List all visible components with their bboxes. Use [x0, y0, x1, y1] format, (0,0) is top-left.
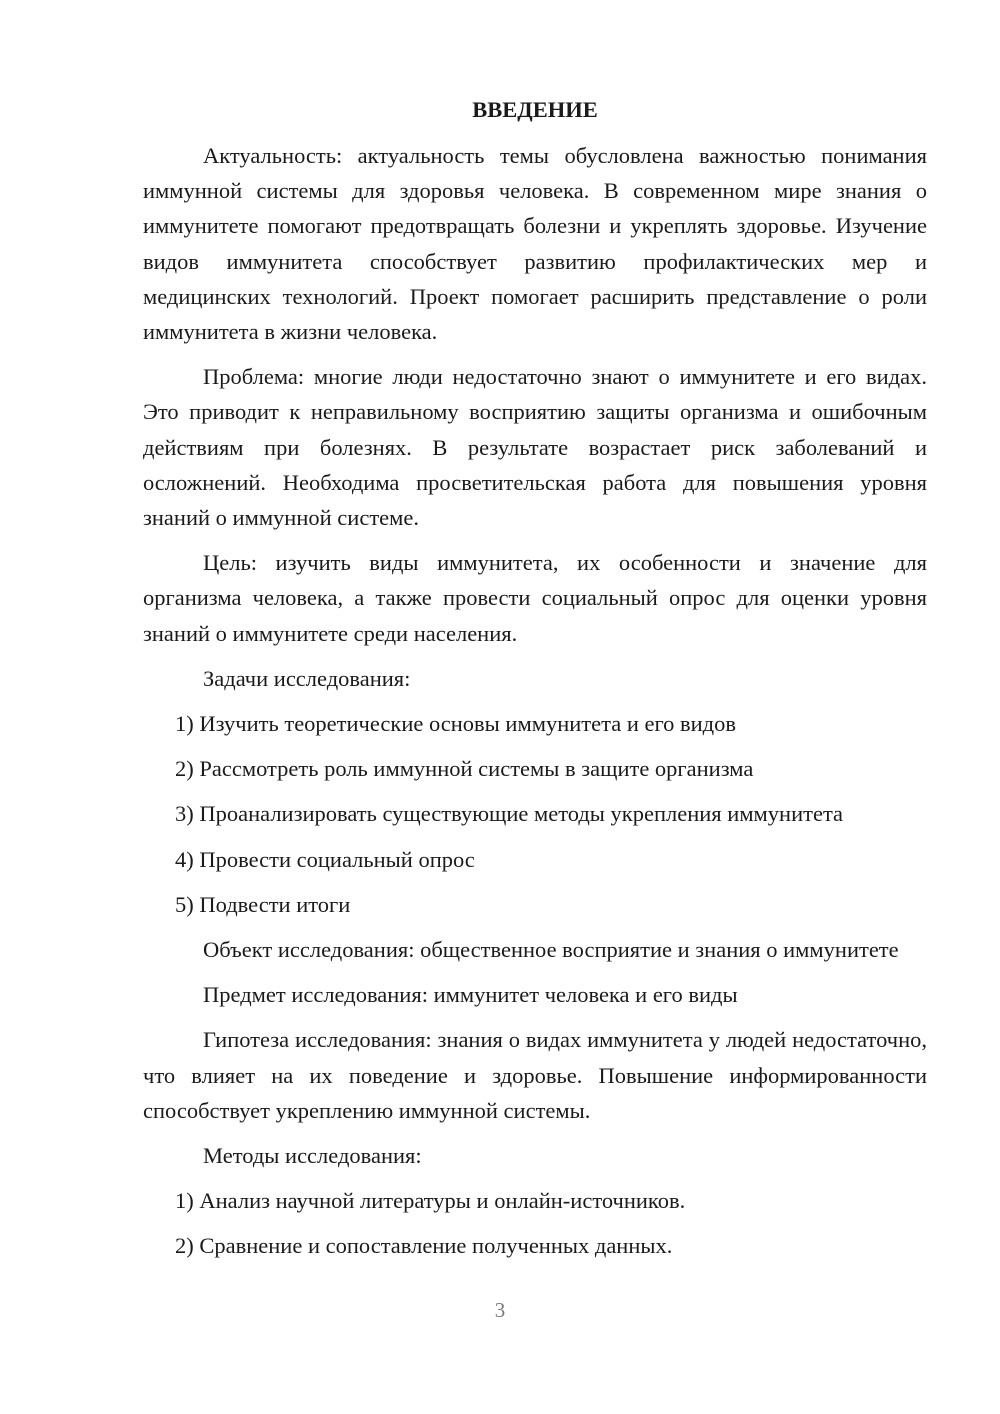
task-item: 3) Проанализировать существующие методы укрепления иммунитета [175, 801, 844, 827]
task-item: 2) Рассмотреть роль иммунной системы в защите организма [175, 756, 754, 782]
tasks-heading: Задачи исследования: [203, 665, 411, 691]
hypothesis-paragraph: Гипотеза исследования: знания о видах иммунитета у людей недостаточно, что влияет на их поведение и здоровье. Повышение информированности способствует укреплению иммунной системы. [143, 1027, 927, 1123]
relevance-paragraph: Актуальность: актуальность темы обусловлена важностью понимания иммунной системы для здоровья человека. В современном мире знания о иммунитете помогают предотвращать болезни и укреплять здоровье. Изучение видов иммунитета способствует развитию профилактических мер и медицинских технологий. Проект помогает расширить представление о роли иммунитета в жизни человека. [143, 143, 927, 345]
subject-paragraph: Предмет исследования: иммунитет человека и его виды [203, 982, 738, 1008]
section-title: ВВЕДЕНИЕ [472, 97, 598, 122]
task-item: 4) Провести социальный опрос [175, 846, 475, 872]
method-item: 2) Сравнение и сопоставление полученных данных. [175, 1233, 673, 1259]
goal-paragraph: Цель: изучить виды иммунитета, их особенности и значение для организма человека, а также провести социальный опрос для оценки уровня знаний о иммунитете среди населения. [143, 550, 927, 646]
page-number: 3 [494, 1298, 506, 1322]
methods-heading: Методы исследования: [203, 1143, 422, 1169]
object-paragraph: Объект исследования: общественное восприятие и знания о иммунитете [203, 937, 899, 963]
page-content [143, 92, 927, 1274]
method-item: 1) Анализ научной литературы и онлайн-источников. [175, 1188, 686, 1214]
task-item: 5) Подвести итоги [175, 891, 351, 917]
problem-paragraph: Проблема: многие люди недостаточно знают о иммунитете и его видах. Это приводит к неправильному восприятию защиты организма и ошибочным действиям при болезнях. В результате возрастает риск заболеваний и осложнений. Необходима просветительская работа для повышения уровня знаний о иммунной системе. [143, 364, 927, 531]
task-item: 1) Изучить теоретические основы иммунитета и его видов [175, 711, 736, 737]
